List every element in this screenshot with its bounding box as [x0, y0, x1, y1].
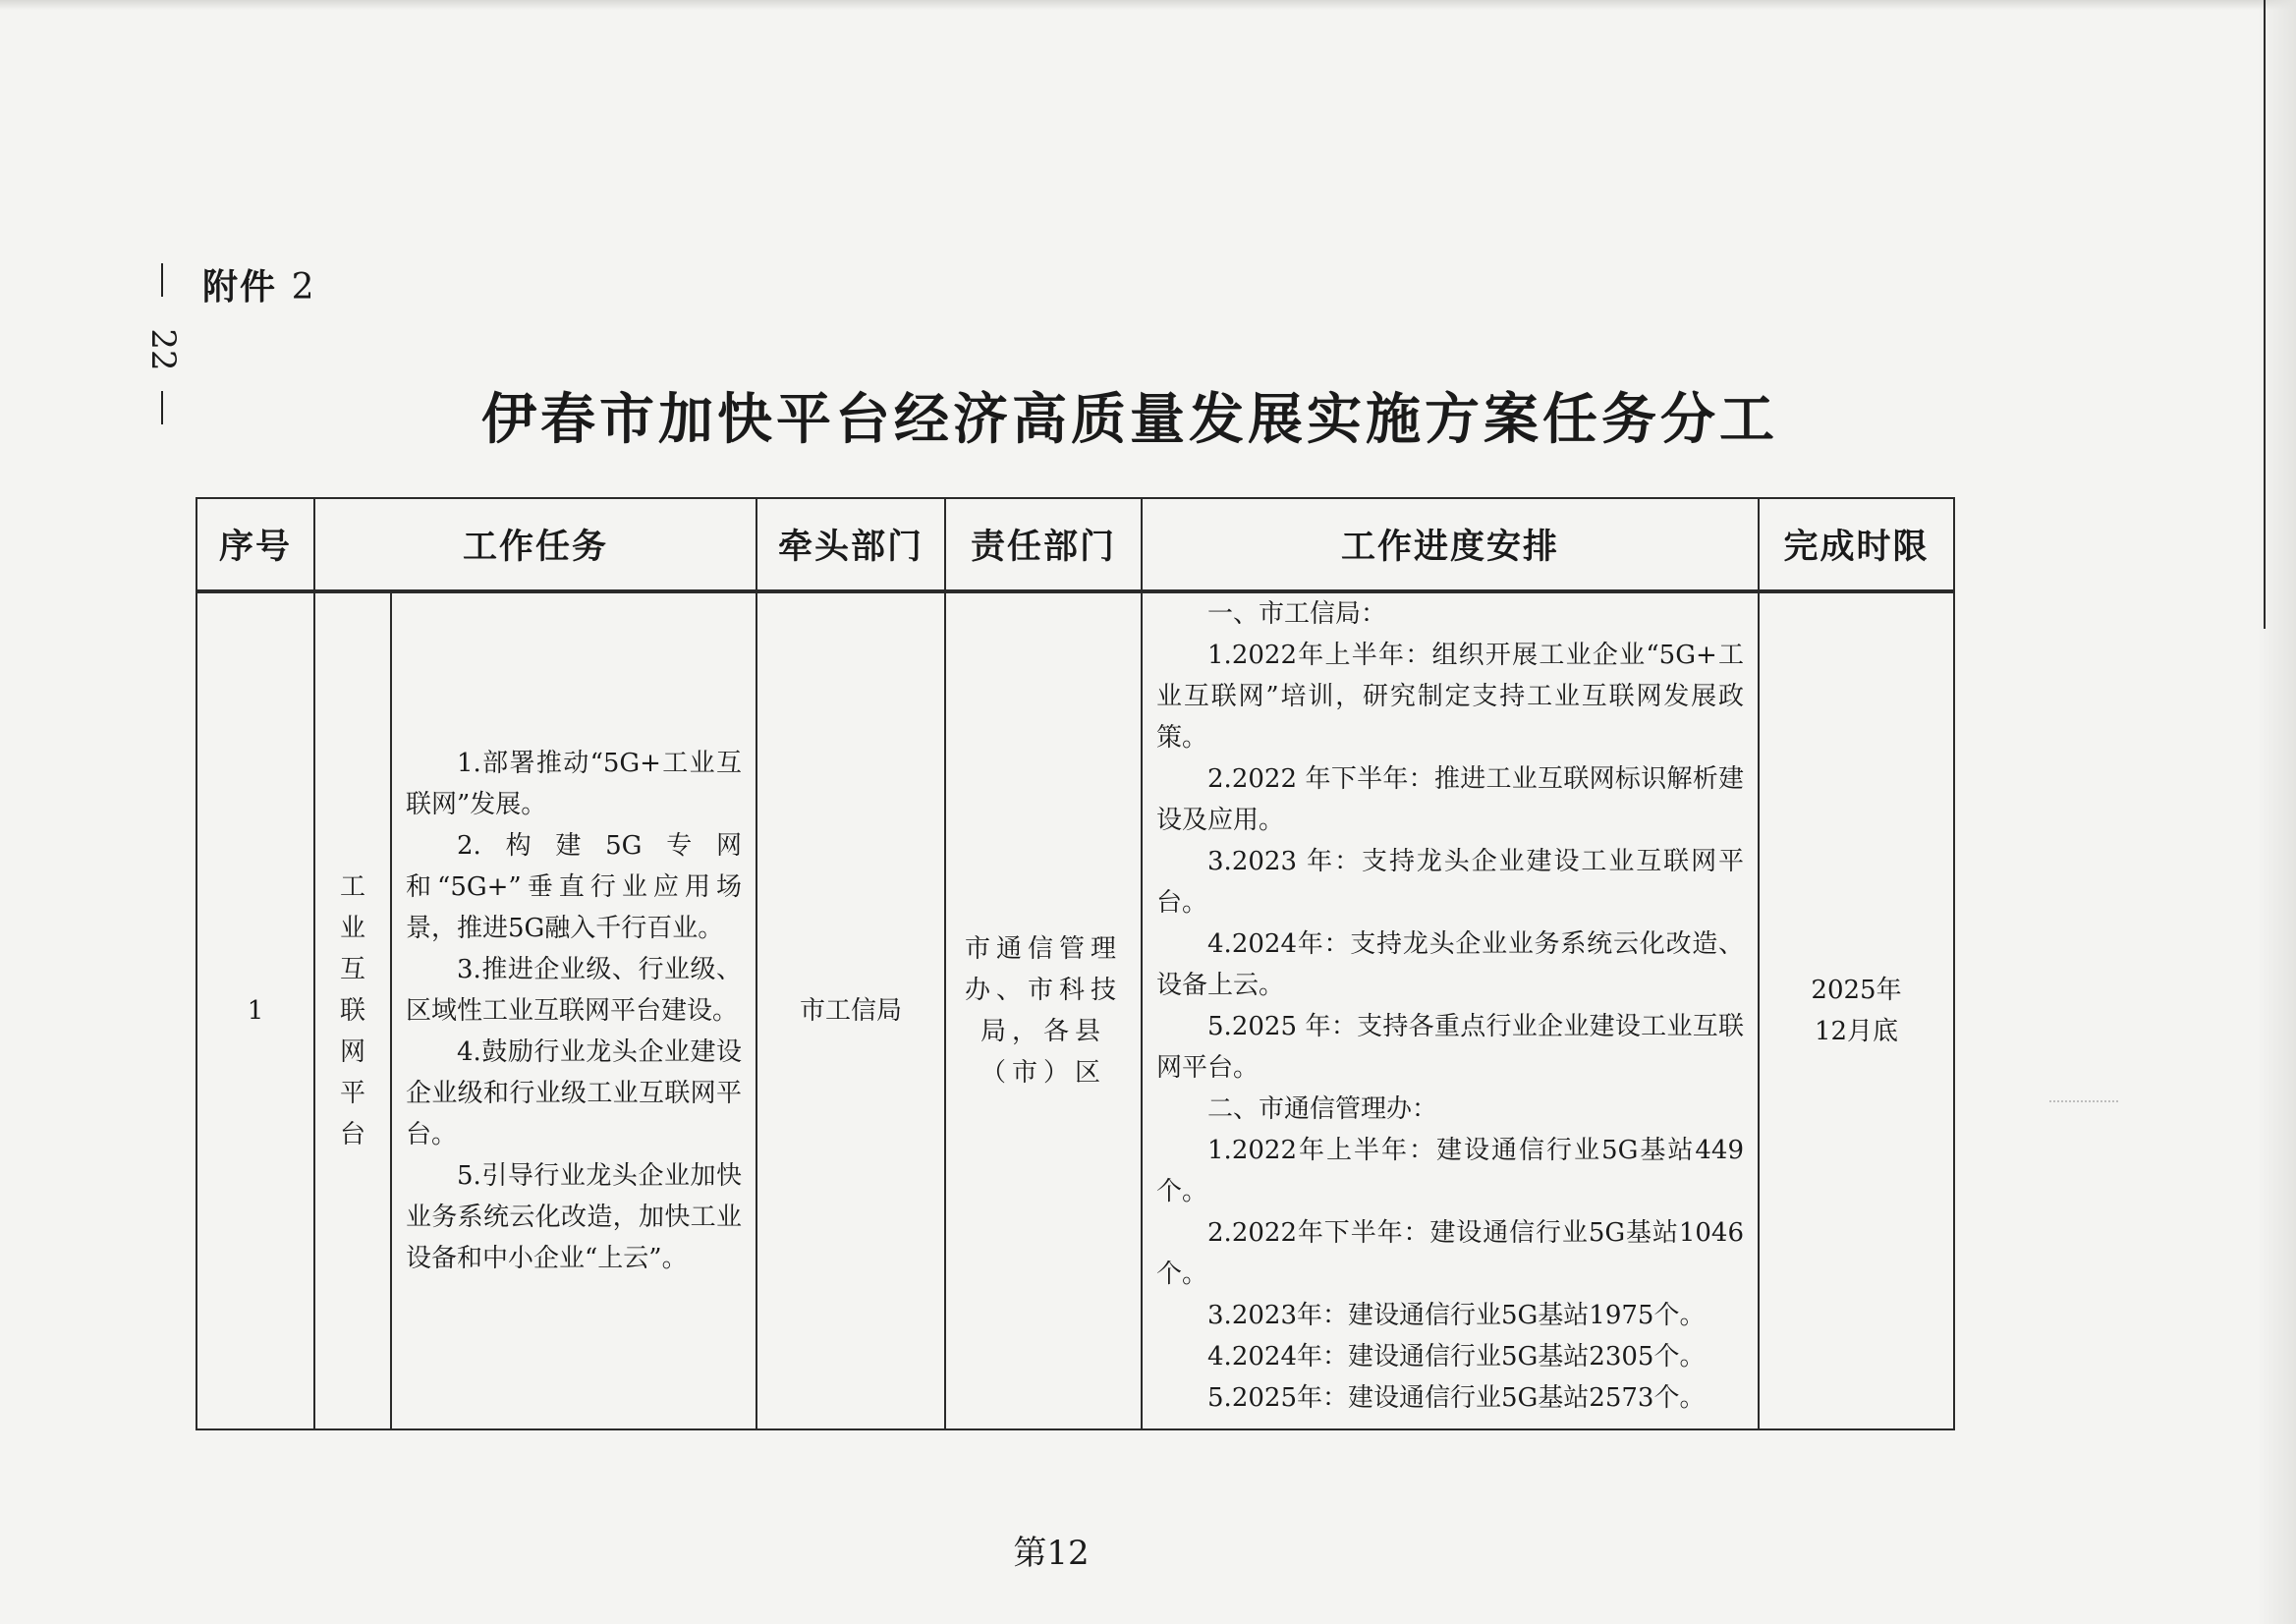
scan-edge-right	[2257, 0, 2296, 1624]
task-name-char: 平	[339, 1079, 365, 1108]
progress-item: 2.2022年下半年：建设通信行业5G基站1046个。	[1156, 1218, 1745, 1289]
attachment-number: 2	[291, 267, 316, 308]
task-items-cell	[391, 591, 756, 1429]
side-page-number-text: 22	[143, 328, 183, 371]
lead-dept-cell: 市工信局	[756, 591, 945, 1429]
progress-item: 1.2022年上半年：建设通信行业5G基站449个。	[1156, 1136, 1745, 1206]
header-progress: 工作进度安排	[1142, 498, 1759, 591]
progress-item: 二、市通信管理办：	[1207, 1094, 1438, 1124]
progress-cell	[1142, 591, 1759, 1429]
seq-cell: 1	[196, 591, 314, 1429]
progress-item: 5.2025年：建设通信行业5G基站2573个。	[1207, 1383, 1706, 1413]
scan-line-right	[2264, 0, 2266, 629]
progress-item: 一、市工信局：	[1207, 599, 1387, 629]
responsible-dept-cell: 市通信管理办、市科技局，各县（市）区	[945, 591, 1142, 1429]
deadline-month: 12月底	[1814, 1017, 1899, 1046]
progress-item: 4.2024年：建设通信行业5G基站2305个。	[1207, 1342, 1706, 1372]
task-table	[196, 497, 1955, 1430]
header-deadline: 完成时限	[1759, 498, 1954, 591]
progress-item: 2.2022 年下半年：推进工业互联网标识解析建设及应用。	[1156, 764, 1745, 835]
progress-item: 3.2023年：建设通信行业5G基站1975个。	[1207, 1301, 1706, 1330]
page-number-bar-bottom	[161, 391, 163, 424]
progress-item: 1.2022年上半年：组织开展工业企业“5G+工业互联网”培训，研究制定支持工业互联网发展政策。	[1156, 641, 1745, 753]
scan-edge-top	[0, 0, 2296, 10]
page-number-bar-top	[161, 263, 163, 297]
task-name-char: 互	[339, 955, 365, 984]
progress-item: 4.2024年：支持龙头企业业务系统云化改造、设备上云。	[1156, 929, 1745, 1000]
attachment-label-text: 附件	[202, 267, 278, 308]
task-name-char: 联	[339, 996, 365, 1026]
task-item: 5.引导行业龙头企业加快业务系统云化改造，加快工业设备和中小企业“上云”。	[406, 1161, 743, 1273]
document-title: 伊春市加快平台经济高质量发展实施方案任务分工	[481, 387, 1778, 452]
table-header-row	[196, 498, 1954, 591]
task-name-cell	[314, 591, 391, 1429]
header-lead-dept: 牵头部门	[756, 498, 945, 591]
header-responsible-dept: 责任部门	[945, 498, 1142, 591]
task-item: 2.构建5G专网和“5G+”垂直行业应用场景，推进5G融入千行百业。	[406, 831, 743, 943]
deadline-cell	[1759, 591, 1954, 1429]
side-page-number	[143, 263, 183, 425]
footer-page-number: 第12	[1013, 1534, 1090, 1573]
header-task: 工作任务	[314, 498, 756, 591]
task-name-char: 工	[339, 872, 365, 902]
deadline-year: 2025年	[1811, 976, 1902, 1005]
header-seq: 序号	[196, 498, 314, 591]
task-name-char: 网	[339, 1037, 365, 1067]
task-item: 1.部署推动“5G+工业互联网”发展。	[406, 749, 743, 819]
progress-item: 5.2025 年：支持各重点行业企业建设工业互联网平台。	[1156, 1012, 1745, 1083]
task-name-char: 业	[339, 914, 365, 943]
progress-item: 3.2023 年：支持龙头企业建设工业互联网平台。	[1156, 847, 1745, 918]
task-item: 3.推进企业级、行业级、区域性工业互联网平台建设。	[406, 955, 743, 1026]
scan-mark	[2049, 1100, 2118, 1104]
attachment-label	[202, 259, 315, 309]
table-row	[196, 591, 1954, 1429]
task-item: 4.鼓励行业龙头企业建设企业级和行业级工业互联网平台。	[406, 1037, 743, 1149]
task-name-char: 台	[339, 1120, 365, 1149]
